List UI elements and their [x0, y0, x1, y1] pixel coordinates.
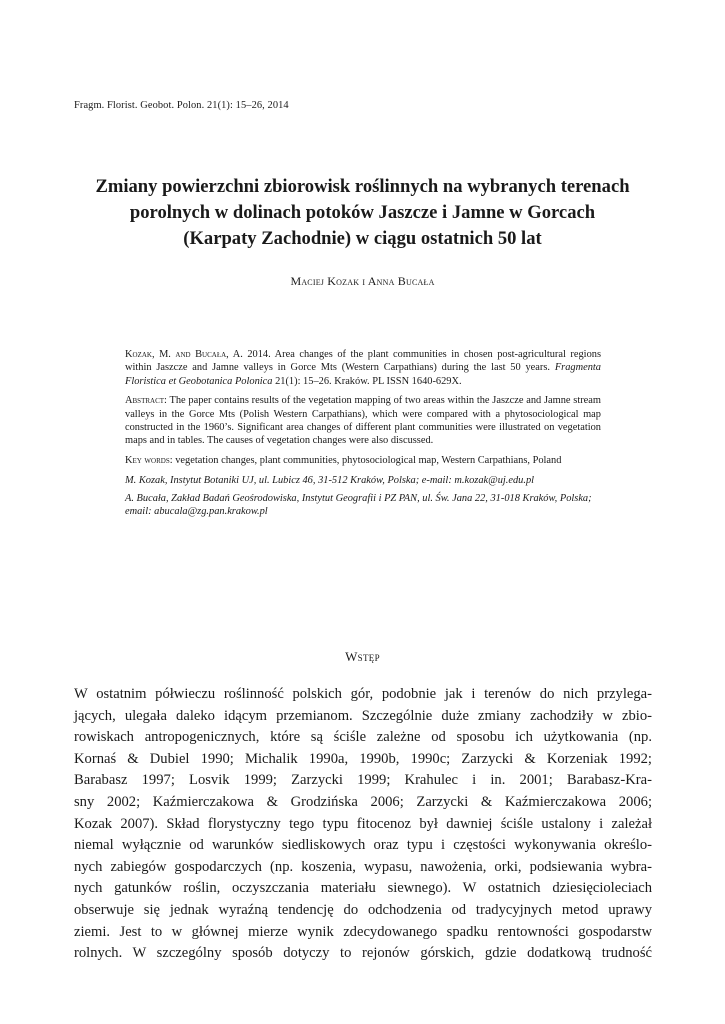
title-line: Zmiany powierzchni zbiorowisk roślinnych na wybranych terenach — [95, 176, 630, 197]
abstract-block — [125, 348, 601, 518]
address-kozak: M. Kozak, Instytut Botaniki UJ, ul. Lubicz 46, 31-512 Kraków, Polska; e-mail: m.kozak@uj.edu.pl — [125, 474, 535, 486]
body-line: W ostatnim półwieczu roślinność polskich gór, podobnie jak i terenów do nich przylega- — [74, 686, 652, 702]
body-line: obserwuje się jednak wyraźną tendencję do odchodzenia od tradycyjnych metod uprawy — [74, 901, 652, 918]
keywords — [125, 454, 601, 467]
citation — [125, 348, 601, 388]
body-line: nych zabiegów gospodarczych (np. koszenia, wypasu, nawożenia, orki, podsiewania wybra- — [74, 858, 652, 875]
body-line: Kornaś & Dubiel 1990; Michalik 1990a, 1990b, 1990c; Zarzycki & Korzeniak 1992; — [74, 750, 652, 767]
running-head: Fragm. Florist. Geobot. Polon. 21(1): 15–26, 2014 — [74, 100, 289, 111]
body-line: rolnych. W szczególny sposób dotyczy to rejonów górskich, gdzie dodatkową trudność — [74, 945, 652, 962]
author-addresses — [125, 474, 601, 519]
body-text — [74, 684, 652, 965]
title-line: porolnych w dolinach potoków Jaszcze i Jamne w Gorcach — [129, 202, 596, 223]
keywords-label: Key words — [125, 454, 170, 466]
keywords-text: : vegetation changes, plant communities, phytosociological map, Western Carpathians, Poland — [169, 454, 562, 466]
citation-issn: 21(1): 15–26. Kraków. PL ISSN 1640-629X. — [272, 375, 462, 387]
section-heading: Wstęp — [345, 649, 380, 664]
citation-journal: Fragmenta Floristica et Geobotanica Polonica — [125, 362, 601, 387]
body-line: jących, ulegała daleko idącym przemianom. Szczególnie duże zmiany zachodziły w zbio- — [74, 707, 652, 724]
body-line: rowiskach antropogenicznych, które są ściśle zależne od sposobu ich użytkowania (np. — [74, 729, 652, 746]
abstract — [125, 394, 601, 447]
article-title — [60, 174, 665, 252]
authors: Maciej Kozak i Anna Bucała — [290, 274, 435, 288]
address-bucala: A. Bucała, Zakład Badań Geośrodowiska, Instytut Geografii i PZ PAN, ul. Św. Jana 22, 31-018 Kraków, Polska; email: abucala@zg.pan.krakow.pl — [125, 492, 592, 518]
body-line: ziemi. Jest to w głównej mierze wynik zdecydowanego spadku rentowności gospodarstw — [74, 923, 652, 940]
title-line: (Karpaty Zachodnie) w ciągu ostatnich 50 lat — [183, 228, 542, 249]
citation-authors: Kozak, M. and Bucała, A. — [125, 349, 243, 360]
abstract-label: Abstract — [125, 395, 165, 407]
abstract-text: : The paper contains results of the vegetation mapping of two areas within the Jaszcze and Jamne stream valleys in the Gorce Mts (Polish Western Carpathians), which were compared with a phytosociological map constructed in the 1960’s. Significant area changes of different plant communities were illustrated on vegetation maps and in tables. The causes of vegetation changes were also discussed. — [125, 395, 601, 447]
body-line: Barabasz 1997; Losvik 1999; Zarzycki 1999; Krahulec i in. 2001; Barabasz-Kra- — [74, 772, 652, 789]
body-line: niemal wyłącznie od warunków siedliskowych oraz typu i częstości wykonywania określo- — [74, 837, 652, 854]
body-line: sny 2002; Kaźmierczakowa & Grodzińska 2006; Zarzycki & Kaźmierczakowa 2006; — [74, 793, 652, 810]
body-line: nych gatunków roślin, oczyszczania materiału siewnego). W ostatnich dziesięcioleciach — [74, 880, 652, 897]
body-line: Kozak 2007). Skład florystyczny tego typu fitocenoz był dawniej ściśle ustalony i zależał — [74, 815, 652, 832]
citation-text: 2014. Area changes of the plant communities in chosen post-agricultural regions within Jaszcze and Jamne valleys in Gorce Mts (Western Carpathians) during the last 50 years. — [125, 349, 602, 374]
